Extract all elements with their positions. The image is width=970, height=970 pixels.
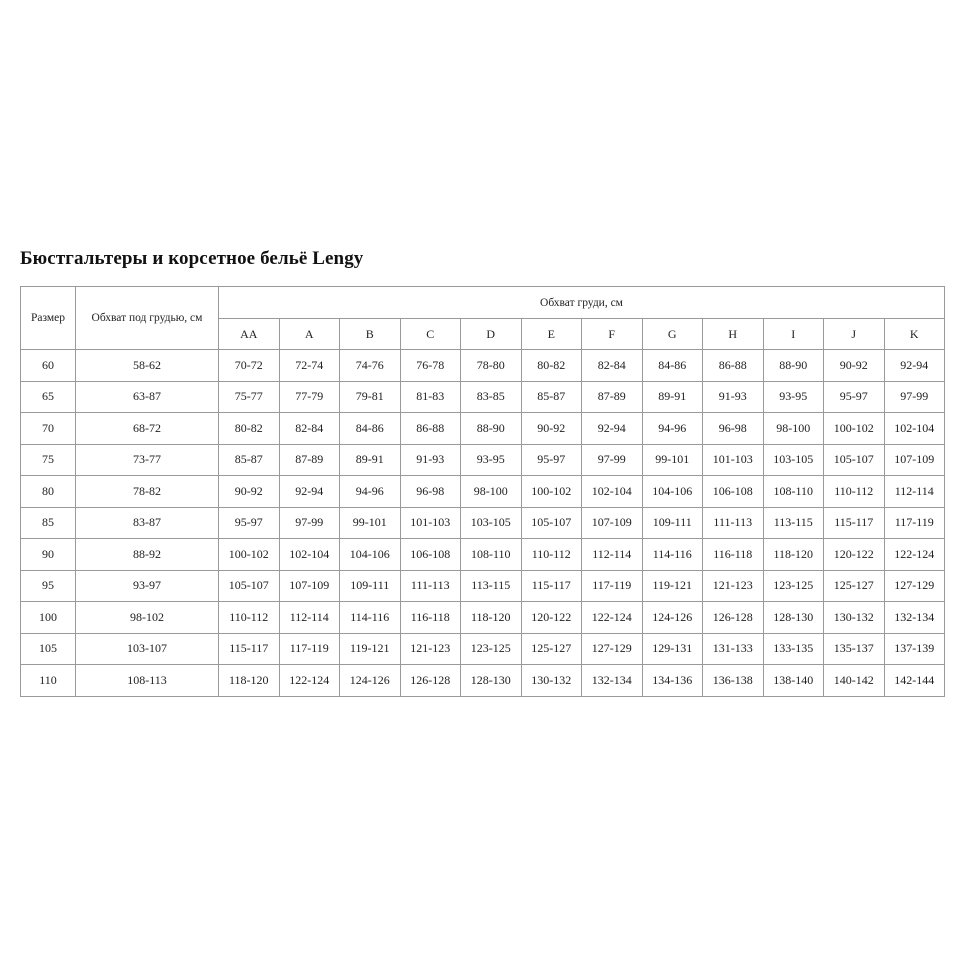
bust-cell: 135-137 bbox=[824, 633, 885, 665]
bust-cell: 92-94 bbox=[279, 476, 340, 508]
bust-cell: 74-76 bbox=[340, 350, 401, 382]
table-row bbox=[21, 444, 945, 476]
bust-cell: 103-105 bbox=[461, 507, 522, 539]
bust-cell: 117-119 bbox=[884, 507, 945, 539]
cup-header-g: G bbox=[642, 319, 703, 350]
cup-header-aa: AA bbox=[219, 319, 280, 350]
bust-cell: 89-91 bbox=[642, 381, 703, 413]
size-cell: 105 bbox=[21, 633, 76, 665]
cup-header-i: I bbox=[763, 319, 824, 350]
size-column-header: Размер bbox=[21, 287, 76, 350]
bust-cell: 106-108 bbox=[400, 539, 461, 571]
bust-cell: 81-83 bbox=[400, 381, 461, 413]
bust-cell: 100-102 bbox=[824, 413, 885, 445]
header-row-top bbox=[21, 287, 945, 319]
size-cell: 75 bbox=[21, 444, 76, 476]
bust-cell: 102-104 bbox=[279, 539, 340, 571]
bust-cell: 92-94 bbox=[884, 350, 945, 382]
bust-cell: 113-115 bbox=[461, 570, 522, 602]
bust-cell: 115-117 bbox=[521, 570, 582, 602]
bust-cell: 106-108 bbox=[703, 476, 764, 508]
bust-cell: 97-99 bbox=[582, 444, 643, 476]
bust-cell: 142-144 bbox=[884, 665, 945, 697]
bust-cell: 82-84 bbox=[582, 350, 643, 382]
bust-cell: 111-113 bbox=[400, 570, 461, 602]
bust-cell: 130-132 bbox=[521, 665, 582, 697]
bust-cell: 110-112 bbox=[521, 539, 582, 571]
bust-cell: 87-89 bbox=[279, 444, 340, 476]
bust-cell: 110-112 bbox=[219, 602, 280, 634]
bust-cell: 79-81 bbox=[340, 381, 401, 413]
bust-cell: 90-92 bbox=[219, 476, 280, 508]
bust-cell: 112-114 bbox=[884, 476, 945, 508]
bust-cell: 88-90 bbox=[461, 413, 522, 445]
table-row bbox=[21, 539, 945, 571]
cup-header-h: H bbox=[703, 319, 764, 350]
bust-cell: 109-111 bbox=[642, 507, 703, 539]
bust-cell: 92-94 bbox=[582, 413, 643, 445]
bust-cell: 84-86 bbox=[642, 350, 703, 382]
bust-cell: 124-126 bbox=[340, 665, 401, 697]
bust-cell: 122-124 bbox=[884, 539, 945, 571]
underbust-cell: 58-62 bbox=[76, 350, 219, 382]
bust-cell: 133-135 bbox=[763, 633, 824, 665]
underbust-cell: 78-82 bbox=[76, 476, 219, 508]
bust-cell: 124-126 bbox=[642, 602, 703, 634]
bust-cell: 117-119 bbox=[279, 633, 340, 665]
table-row bbox=[21, 413, 945, 445]
bust-cell: 112-114 bbox=[582, 539, 643, 571]
bust-cell: 130-132 bbox=[824, 602, 885, 634]
bust-cell: 108-110 bbox=[461, 539, 522, 571]
table-row bbox=[21, 570, 945, 602]
table-row bbox=[21, 507, 945, 539]
bust-cell: 93-95 bbox=[461, 444, 522, 476]
bust-cell: 99-101 bbox=[642, 444, 703, 476]
bust-cell: 95-97 bbox=[219, 507, 280, 539]
bust-cell: 127-129 bbox=[582, 633, 643, 665]
bust-cell: 72-74 bbox=[279, 350, 340, 382]
bust-cell: 107-109 bbox=[279, 570, 340, 602]
bust-cell: 75-77 bbox=[219, 381, 280, 413]
cup-header-c: C bbox=[400, 319, 461, 350]
bust-cell: 86-88 bbox=[400, 413, 461, 445]
bust-cell: 109-111 bbox=[340, 570, 401, 602]
bust-cell: 91-93 bbox=[400, 444, 461, 476]
bust-cell: 96-98 bbox=[703, 413, 764, 445]
bust-cell: 101-103 bbox=[703, 444, 764, 476]
bust-cell: 100-102 bbox=[521, 476, 582, 508]
bust-cell: 90-92 bbox=[521, 413, 582, 445]
bust-cell: 99-101 bbox=[340, 507, 401, 539]
cup-header-e: E bbox=[521, 319, 582, 350]
bust-cell: 85-87 bbox=[219, 444, 280, 476]
table-row bbox=[21, 665, 945, 697]
underbust-cell: 98-102 bbox=[76, 602, 219, 634]
bust-cell: 87-89 bbox=[582, 381, 643, 413]
bust-cell: 140-142 bbox=[824, 665, 885, 697]
bust-cell: 114-116 bbox=[642, 539, 703, 571]
bust-cell: 123-125 bbox=[763, 570, 824, 602]
size-cell: 85 bbox=[21, 507, 76, 539]
bust-cell: 119-121 bbox=[642, 570, 703, 602]
size-cell: 95 bbox=[21, 570, 76, 602]
underbust-cell: 68-72 bbox=[76, 413, 219, 445]
size-cell: 70 bbox=[21, 413, 76, 445]
bust-cell: 82-84 bbox=[279, 413, 340, 445]
bust-cell: 125-127 bbox=[824, 570, 885, 602]
cup-header-a: A bbox=[279, 319, 340, 350]
bust-cell: 105-107 bbox=[219, 570, 280, 602]
bust-cell: 122-124 bbox=[279, 665, 340, 697]
bust-cell: 97-99 bbox=[884, 381, 945, 413]
bust-cell: 113-115 bbox=[763, 507, 824, 539]
bust-cell: 116-118 bbox=[703, 539, 764, 571]
bust-cell: 85-87 bbox=[521, 381, 582, 413]
bust-cell: 70-72 bbox=[219, 350, 280, 382]
cup-header-d: D bbox=[461, 319, 522, 350]
underbust-cell: 73-77 bbox=[76, 444, 219, 476]
bust-cell: 112-114 bbox=[279, 602, 340, 634]
bust-cell: 132-134 bbox=[884, 602, 945, 634]
bust-cell: 78-80 bbox=[461, 350, 522, 382]
bust-cell: 108-110 bbox=[763, 476, 824, 508]
bust-cell: 128-130 bbox=[763, 602, 824, 634]
bust-cell: 116-118 bbox=[400, 602, 461, 634]
size-cell: 100 bbox=[21, 602, 76, 634]
bust-cell: 96-98 bbox=[400, 476, 461, 508]
size-cell: 90 bbox=[21, 539, 76, 571]
size-chart-table bbox=[20, 286, 945, 697]
bust-cell: 93-95 bbox=[763, 381, 824, 413]
bust-cell: 125-127 bbox=[521, 633, 582, 665]
underbust-column-header: Обхват под грудью, см bbox=[76, 287, 219, 350]
size-cell: 60 bbox=[21, 350, 76, 382]
bust-cell: 110-112 bbox=[824, 476, 885, 508]
bust-cell: 115-117 bbox=[219, 633, 280, 665]
cup-header-b: B bbox=[340, 319, 401, 350]
bust-cell: 97-99 bbox=[279, 507, 340, 539]
bust-cell: 88-90 bbox=[763, 350, 824, 382]
bust-cell: 91-93 bbox=[703, 381, 764, 413]
bust-cell: 100-102 bbox=[219, 539, 280, 571]
bust-cell: 117-119 bbox=[582, 570, 643, 602]
bust-cell: 94-96 bbox=[642, 413, 703, 445]
bust-cell: 126-128 bbox=[703, 602, 764, 634]
bust-cell: 132-134 bbox=[582, 665, 643, 697]
underbust-cell: 83-87 bbox=[76, 507, 219, 539]
bust-cell: 89-91 bbox=[340, 444, 401, 476]
cup-header-f: F bbox=[582, 319, 643, 350]
bust-cell: 76-78 bbox=[400, 350, 461, 382]
size-cell: 65 bbox=[21, 381, 76, 413]
bust-cell: 95-97 bbox=[824, 381, 885, 413]
bust-cell: 104-106 bbox=[642, 476, 703, 508]
bust-cell: 107-109 bbox=[884, 444, 945, 476]
bust-cell: 121-123 bbox=[400, 633, 461, 665]
bust-cell: 137-139 bbox=[884, 633, 945, 665]
bust-cell: 86-88 bbox=[703, 350, 764, 382]
bust-cell: 126-128 bbox=[400, 665, 461, 697]
bust-cell: 131-133 bbox=[703, 633, 764, 665]
size-chart-body bbox=[21, 350, 945, 697]
bust-cell: 134-136 bbox=[642, 665, 703, 697]
bust-cell: 101-103 bbox=[400, 507, 461, 539]
bust-cell: 94-96 bbox=[340, 476, 401, 508]
bust-cell: 114-116 bbox=[340, 602, 401, 634]
bust-cell: 107-109 bbox=[582, 507, 643, 539]
bust-cell: 123-125 bbox=[461, 633, 522, 665]
bust-cell: 105-107 bbox=[521, 507, 582, 539]
bust-cell: 122-124 bbox=[582, 602, 643, 634]
bust-cell: 136-138 bbox=[703, 665, 764, 697]
bust-cell: 102-104 bbox=[884, 413, 945, 445]
table-row bbox=[21, 602, 945, 634]
bust-cell: 103-105 bbox=[763, 444, 824, 476]
bust-cell: 102-104 bbox=[582, 476, 643, 508]
bust-cell: 120-122 bbox=[824, 539, 885, 571]
bust-cell: 80-82 bbox=[521, 350, 582, 382]
bust-cell: 118-120 bbox=[763, 539, 824, 571]
bust-cell: 111-113 bbox=[703, 507, 764, 539]
bust-cell: 84-86 bbox=[340, 413, 401, 445]
bust-cell: 80-82 bbox=[219, 413, 280, 445]
bust-cell: 127-129 bbox=[884, 570, 945, 602]
page-title: Бюстгальтеры и корсетное бельё Lengy bbox=[20, 248, 364, 269]
table-row bbox=[21, 633, 945, 665]
bust-cell: 115-117 bbox=[824, 507, 885, 539]
bust-cell: 83-85 bbox=[461, 381, 522, 413]
bust-cell: 90-92 bbox=[824, 350, 885, 382]
cup-header-j: J bbox=[824, 319, 885, 350]
table-row bbox=[21, 381, 945, 413]
bust-cell: 129-131 bbox=[642, 633, 703, 665]
cup-header-k: K bbox=[884, 319, 945, 350]
underbust-cell: 103-107 bbox=[76, 633, 219, 665]
bust-group-header: Обхват груди, см bbox=[219, 287, 945, 319]
underbust-cell: 93-97 bbox=[76, 570, 219, 602]
bust-cell: 128-130 bbox=[461, 665, 522, 697]
bust-cell: 120-122 bbox=[521, 602, 582, 634]
underbust-cell: 88-92 bbox=[76, 539, 219, 571]
bust-cell: 118-120 bbox=[461, 602, 522, 634]
underbust-cell: 108-113 bbox=[76, 665, 219, 697]
table-row bbox=[21, 350, 945, 382]
bust-cell: 121-123 bbox=[703, 570, 764, 602]
bust-cell: 138-140 bbox=[763, 665, 824, 697]
bust-cell: 104-106 bbox=[340, 539, 401, 571]
bust-cell: 98-100 bbox=[763, 413, 824, 445]
bust-cell: 118-120 bbox=[219, 665, 280, 697]
bust-cell: 95-97 bbox=[521, 444, 582, 476]
bust-cell: 98-100 bbox=[461, 476, 522, 508]
size-cell: 80 bbox=[21, 476, 76, 508]
table-row bbox=[21, 476, 945, 508]
underbust-cell: 63-87 bbox=[76, 381, 219, 413]
bust-cell: 105-107 bbox=[824, 444, 885, 476]
bust-cell: 119-121 bbox=[340, 633, 401, 665]
size-cell: 110 bbox=[21, 665, 76, 697]
bust-cell: 77-79 bbox=[279, 381, 340, 413]
